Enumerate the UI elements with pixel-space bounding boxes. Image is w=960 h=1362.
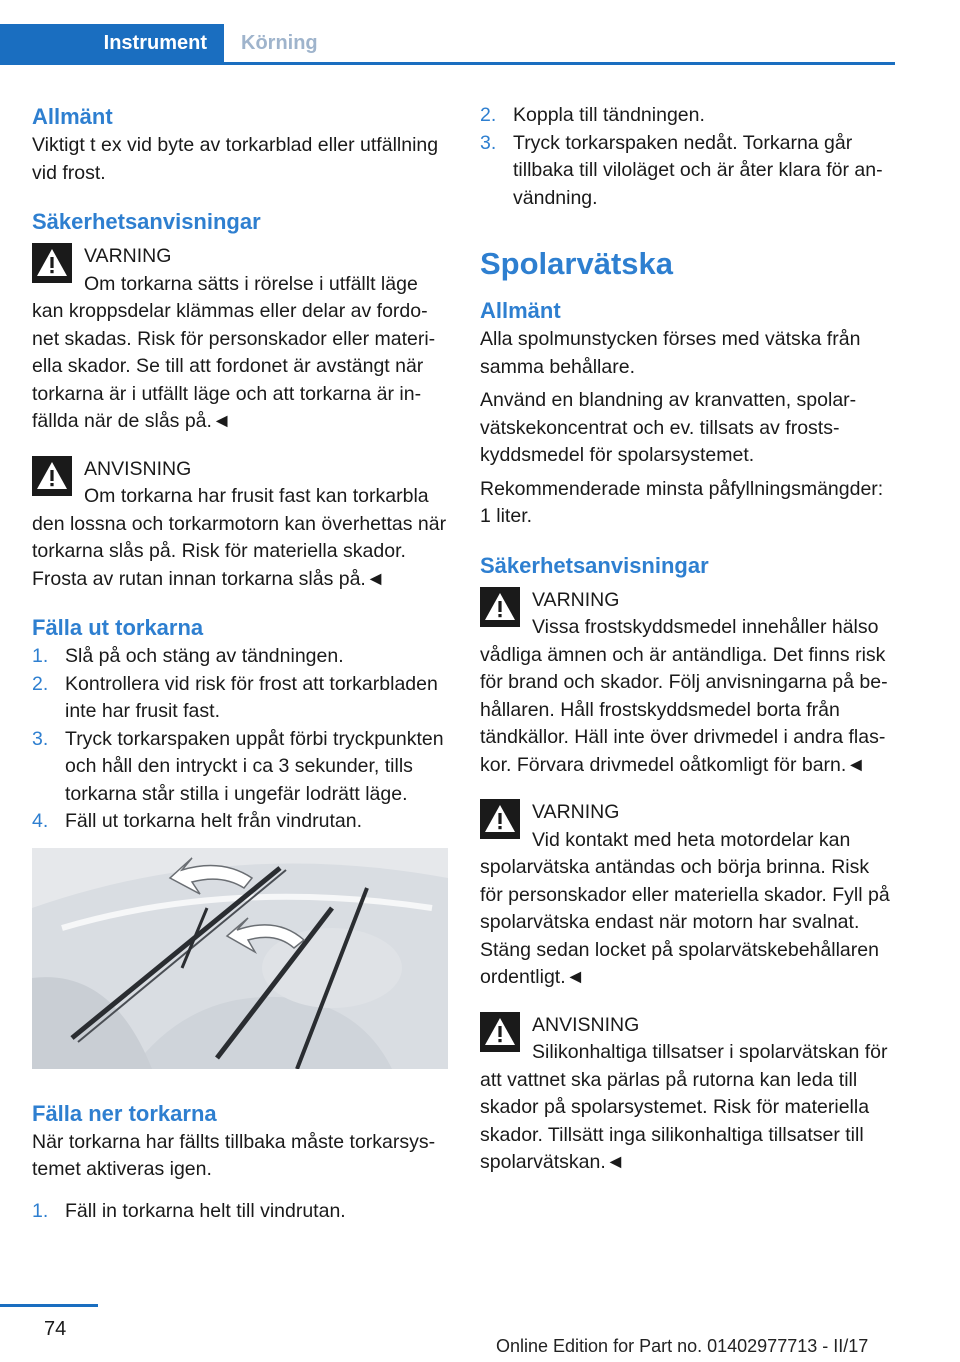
- edition-note: Online Edition for Part no. 01402977713 - II/17: [496, 1336, 869, 1356]
- list-item: 2. Koppla till tändningen.: [480, 104, 705, 126]
- warning-text: kan kroppsdelar klämmas eller delar av fordonet skadas. Risk för personskador eller materiella skador. Se till att fordonet är avstängt när torkarna är i utfällt läge och att torkarna är infällda när de slås på.◄: [32, 300, 436, 432]
- tab-instrument[interactable]: Instrument: [0, 24, 224, 62]
- notice-label: ANVISNING: [84, 457, 192, 480]
- warning-label: VARNING: [84, 245, 172, 267]
- warning-triangle-icon: [32, 243, 72, 283]
- fold-down-steps-continued: [480, 102, 896, 212]
- list-item: 3. Tryck torkarspaken nedåt. Torkarna går tillbaka till viloläget och är åter klara för användning.: [480, 131, 883, 209]
- fold-down-text: När torkarna har fällts tillbaka måste torkarsystemet aktiveras igen.: [32, 1130, 436, 1180]
- notice-text-line1: Om torkarna har frusit fast kan torkarbla: [84, 485, 429, 507]
- warning-text: spolarvätska antändas och börja brinna. Risk för personskador eller materiella skador. Fyll på spolarvätska endast när motorn har svalnat. Stäng sedan locket på spolarvätskebehållaren ordentligt.◄: [480, 856, 890, 988]
- list-item: 2. Kontrollera vid risk för frost att torkarbladen inte har frusit fast.: [32, 672, 438, 722]
- warning-text: vådliga ämnen och är antändliga. Det finns risk för brand och skador. Följ anvisningarna på behållaren. Håll frostskyddsmedel borta från tändkällor. Häll inte över drivmedel i andra flaskor. Förvara drivmedel oåtkomligt för barn.◄: [480, 643, 888, 776]
- washer-general-p2: Använd en blandning av kranvatten, spolarvätskekoncentrat och ev. tillsats av frostskyddsmedel för spolarsystemet.: [480, 389, 857, 466]
- warning-triangle-icon: [480, 799, 520, 839]
- wiper-illustration: [32, 848, 448, 1069]
- chapter-tab-bar: [0, 24, 895, 65]
- general-heading: Allmänt: [32, 104, 113, 129]
- tab-korning[interactable]: Körning: [241, 32, 318, 54]
- warning-label: VARNING: [532, 588, 620, 611]
- notice-label: ANVISNING: [532, 1013, 640, 1036]
- washer-fluid-heading: Spolarvätska: [480, 246, 673, 281]
- warning-triangle-icon: [32, 456, 72, 496]
- general-text: Viktigt t ex vid byte av torkarblad eller utfällning vid frost.: [32, 134, 439, 184]
- warning-text-line1: Om torkarna sätts i rörelse i utfällt läge: [84, 272, 418, 295]
- safety-heading: Säkerhetsanvisningar: [32, 209, 261, 234]
- washer-general-p1: Alla spolmunstycken förses med vätska från samma behållare.: [480, 328, 861, 378]
- warning-triangle-icon: [480, 587, 520, 627]
- wiper-arm-illustration: [32, 848, 448, 1069]
- list-item: 1. Fäll in torkarna helt till vindrutan.: [32, 1199, 346, 1222]
- fold-down-heading: Fälla ner torkarna: [32, 1100, 217, 1126]
- warning-block: [480, 799, 896, 992]
- list-item: 1. Slå på och stäng av tändningen.: [32, 645, 344, 667]
- warning-text-line1: Vissa frostskyddsmedel innehåller hälso: [532, 616, 879, 638]
- left-column: [32, 102, 448, 1225]
- warning-block: [480, 587, 896, 780]
- warning-block: [32, 243, 448, 436]
- washer-safety-heading: Säkerhetsanvisningar: [480, 552, 709, 578]
- warning-triangle-icon: [480, 1012, 520, 1052]
- washer-general-p3: Rekommenderade minsta påfyllningsmängder: 1 liter.: [480, 477, 884, 527]
- washer-general-heading: Allmänt: [480, 298, 561, 323]
- page-number: 74: [44, 1318, 67, 1340]
- notice-block: [480, 1012, 896, 1177]
- fold-out-heading: Fälla ut torkarna: [32, 615, 204, 640]
- footer-rule: [0, 1304, 98, 1307]
- list-item: 4. Fäll ut torkarna helt från vindrutan.: [32, 810, 362, 832]
- notice-block: [32, 456, 448, 594]
- right-column: [480, 102, 896, 1177]
- warning-text-line1: Vid kontakt med heta motordelar kan: [532, 828, 851, 851]
- notice-text: den lossna och torkarmotorn kan överhettas när torkarna slås på. Risk för materiella skador. Frosta av rutan innan torkarna slås på.◄: [32, 512, 447, 590]
- notice-text-line1: Silikonhaltiga tillsatser i spolarvätskan för: [532, 1041, 888, 1063]
- fold-out-steps: [32, 643, 448, 836]
- list-item: 3. Tryck torkarspaken uppåt förbi tryckpunkten och håll den intryckt i ca 3 sekunder, tills torkarna står stilla i ungefär lodrätt läge.: [32, 727, 444, 805]
- notice-text: att vattnet ska pärlas på rutorna kan leda till skador på spolarsystemet. Risk för materiella skador. Tillsätt inga silikonhaltiga tillsatser till spolarvätskan.◄: [480, 1068, 870, 1173]
- fold-down-steps: [32, 1198, 448, 1226]
- warning-label: VARNING: [532, 801, 620, 823]
